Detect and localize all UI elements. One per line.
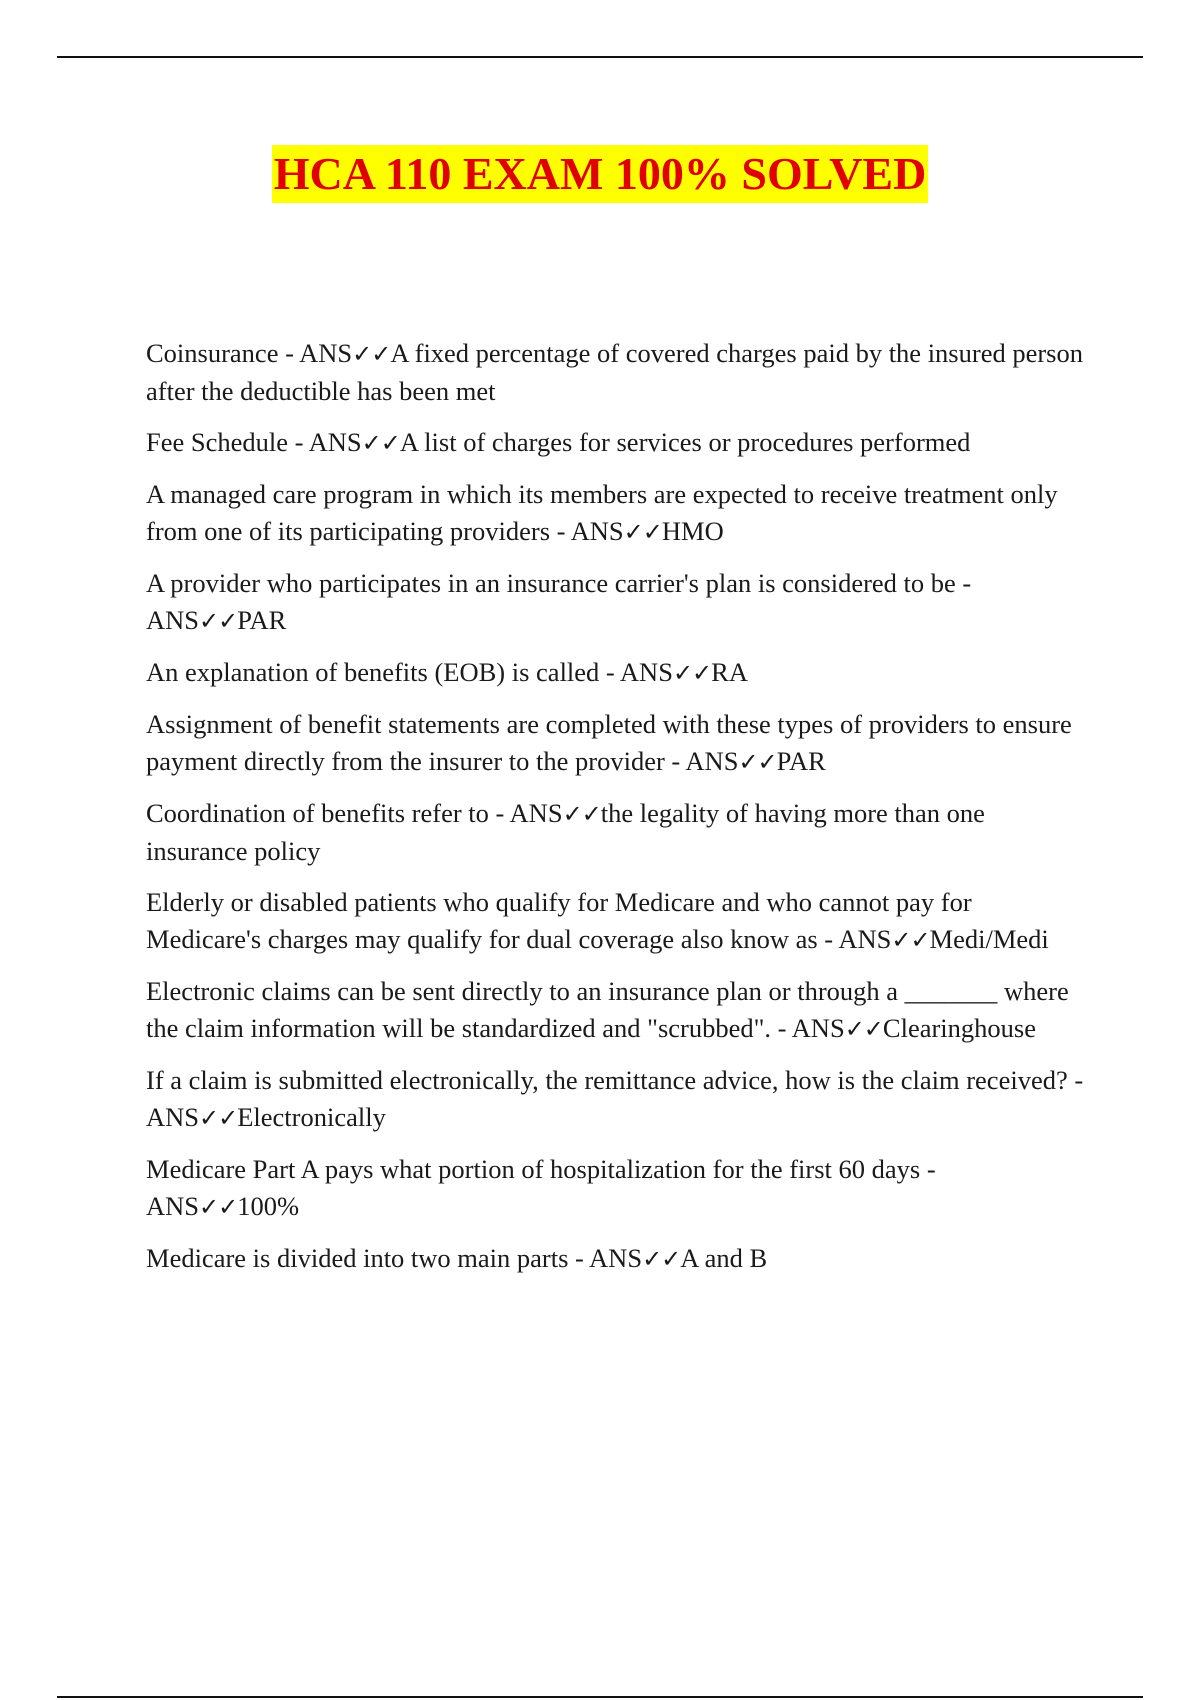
qa-item <box>146 884 1086 959</box>
qa-question: Electronic claims can be sent directly to an insurance plan or through a _______ where the claim information will be standardized and "scrubbed". - <box>146 976 1069 1043</box>
qa-item <box>146 706 1086 781</box>
title-container <box>0 145 1200 203</box>
check-icon: ✓✓ <box>199 607 238 635</box>
check-icon: ✓✓ <box>361 429 400 457</box>
ans-label: ANS <box>570 516 624 546</box>
check-icon: ✓✓ <box>891 926 930 954</box>
check-icon: ✓✓ <box>623 518 662 546</box>
qa-question: Medicare Part A pays what portion of hospitalization for the first 60 days - <box>146 1154 936 1184</box>
check-icon: ✓✓ <box>738 748 777 776</box>
qa-item <box>146 654 1086 692</box>
check-icon: ✓✓ <box>199 1193 238 1221</box>
qa-list <box>146 335 1086 1292</box>
check-icon: ✓✓ <box>844 1015 883 1043</box>
qa-answer: PAR <box>237 605 287 635</box>
ans-label: ANS <box>146 1102 200 1132</box>
qa-question: Medicare is divided into two main parts - <box>146 1243 590 1273</box>
header-rule <box>57 56 1143 58</box>
check-icon: ✓✓ <box>672 659 712 687</box>
ans-label: ANS <box>791 1013 845 1043</box>
qa-question: A provider who participates in an insurance carrier's plan is considered to be - <box>146 568 972 598</box>
qa-item <box>146 1062 1086 1137</box>
qa-item <box>146 973 1086 1048</box>
qa-item <box>146 476 1086 551</box>
qa-answer: A list of charges for services or procedures performed <box>399 427 971 457</box>
qa-item <box>146 424 1086 462</box>
qa-answer: RA <box>711 657 748 687</box>
ans-label: ANS <box>299 338 353 368</box>
ans-label: ANS <box>146 605 200 635</box>
qa-question: If a claim is submitted electronically, the remittance advice, how is the claim received? - <box>146 1065 1084 1095</box>
ans-label: ANS <box>589 1243 643 1273</box>
qa-item <box>146 1240 1086 1278</box>
qa-question: Coordination of benefits refer to - <box>146 798 510 828</box>
qa-question: Fee Schedule - <box>146 427 309 457</box>
qa-question: A managed care program in which its members are expected to receive treatment only from one of its participating providers - <box>146 479 1058 546</box>
qa-item <box>146 795 1086 870</box>
qa-question: An explanation of benefits (EOB) is called - <box>146 657 620 687</box>
check-icon: ✓✓ <box>352 340 391 368</box>
qa-question: Assignment of benefit statements are completed with these types of providers to ensure payment directly from the insurer to the provider - <box>146 709 1072 776</box>
qa-question: Coinsurance - <box>146 338 300 368</box>
qa-answer: PAR <box>776 746 826 776</box>
qa-item <box>146 565 1086 640</box>
qa-item <box>146 1151 1086 1226</box>
qa-question: Elderly or disabled patients who qualify for Medicare and who cannot pay for Medicare's charges may qualify for dual coverage also know as - <box>146 887 972 954</box>
footer-rule <box>57 1696 1143 1698</box>
ans-label: ANS <box>838 924 892 954</box>
qa-answer: Electronically <box>237 1102 386 1132</box>
qa-answer: A and B <box>680 1243 768 1273</box>
qa-answer: A fixed percentage of covered charges paid by the insured person after the deductible has been met <box>146 338 1083 406</box>
check-icon: ✓✓ <box>562 800 601 828</box>
ans-label: ANS <box>146 1191 200 1221</box>
qa-answer: HMO <box>661 516 724 546</box>
ans-label: ANS <box>509 798 563 828</box>
qa-answer: the legality of having more than one insurance policy <box>146 798 985 866</box>
qa-answer: Clearinghouse <box>882 1013 1036 1043</box>
qa-answer: 100% <box>237 1191 300 1221</box>
check-icon: ✓✓ <box>199 1104 238 1132</box>
ans-label: ANS <box>308 427 362 457</box>
qa-item <box>146 335 1086 410</box>
qa-answer: Medi/Medi <box>929 924 1049 954</box>
ans-label: ANS <box>685 746 739 776</box>
ans-label: ANS <box>619 657 673 687</box>
check-icon: ✓✓ <box>642 1245 681 1273</box>
document-title: HCA 110 EXAM 100% SOLVED <box>272 145 929 203</box>
